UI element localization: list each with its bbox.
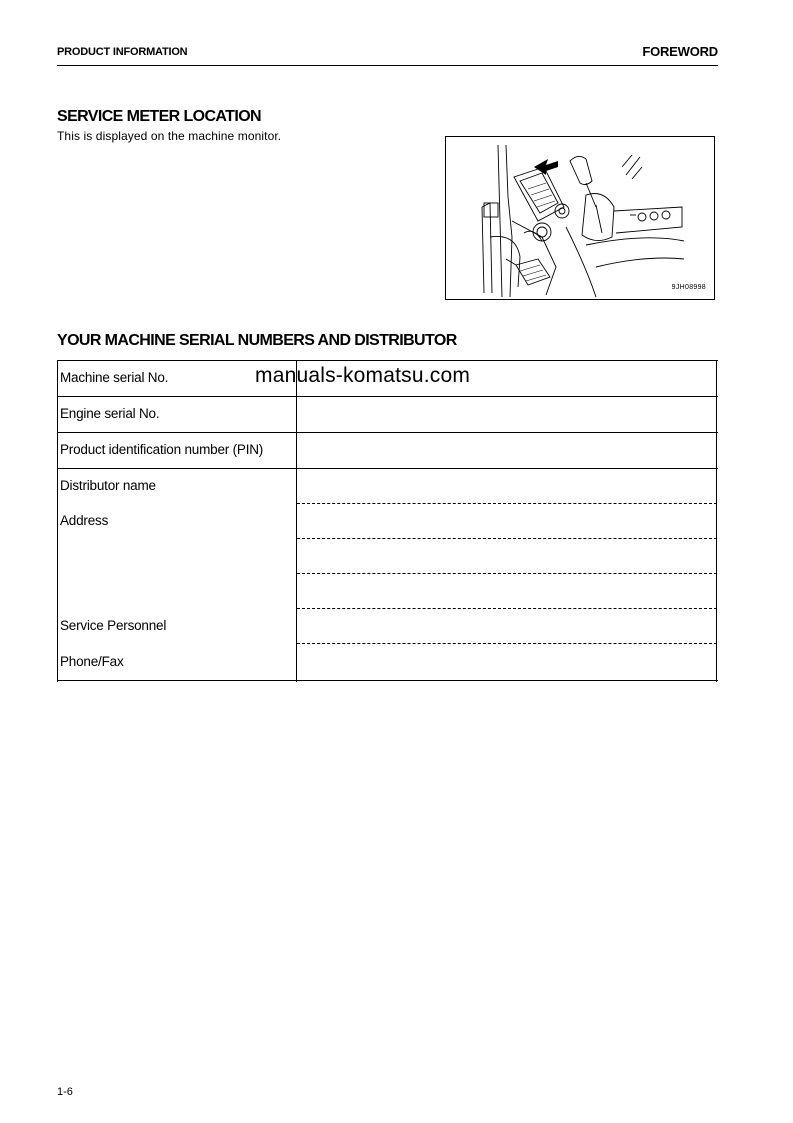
header-chapter-label: FOREWORD — [642, 44, 718, 59]
table-border-bottom — [57, 680, 718, 681]
table-border-right — [716, 360, 717, 682]
service-personnel-label: Service Personnel — [60, 618, 167, 633]
service-meter-description: This is displayed on the machine monitor. — [57, 129, 282, 143]
service-meter-title: SERVICE METER LOCATION — [57, 108, 262, 125]
header-rule — [57, 65, 718, 66]
fill-line — [297, 503, 717, 504]
table-column-divider — [296, 360, 297, 682]
table-row-divider — [57, 468, 718, 469]
page-number: 1-6 — [57, 1086, 73, 1098]
pin-label: Product identification number (PIN) — [60, 442, 264, 457]
table-border-top — [57, 360, 718, 361]
serial-numbers-table — [57, 360, 718, 682]
machine-serial-label: Machine serial No. — [60, 370, 169, 385]
serial-numbers-title: YOUR MACHINE SERIAL NUMBERS AND DISTRIBUTOR — [57, 332, 457, 349]
address-label: Address — [60, 513, 109, 528]
header-section-label: PRODUCT INFORMATION — [57, 46, 188, 58]
service-meter-figure — [445, 136, 715, 300]
table-border-left — [57, 360, 58, 682]
phone-fax-label: Phone/Fax — [60, 654, 124, 669]
engine-serial-label: Engine serial No. — [60, 406, 160, 421]
watermark-text: manuals-komatsu.com — [255, 364, 471, 387]
table-row-divider — [57, 396, 718, 397]
table-row-divider — [57, 432, 718, 433]
fill-line — [297, 538, 717, 539]
figure-code: 9JH08998 — [671, 284, 706, 291]
distributor-name-label: Distributor name — [60, 478, 156, 493]
fill-line — [297, 608, 717, 609]
fill-line — [297, 573, 717, 574]
fill-line — [297, 643, 717, 644]
cab-interior-illustration — [446, 137, 716, 301]
